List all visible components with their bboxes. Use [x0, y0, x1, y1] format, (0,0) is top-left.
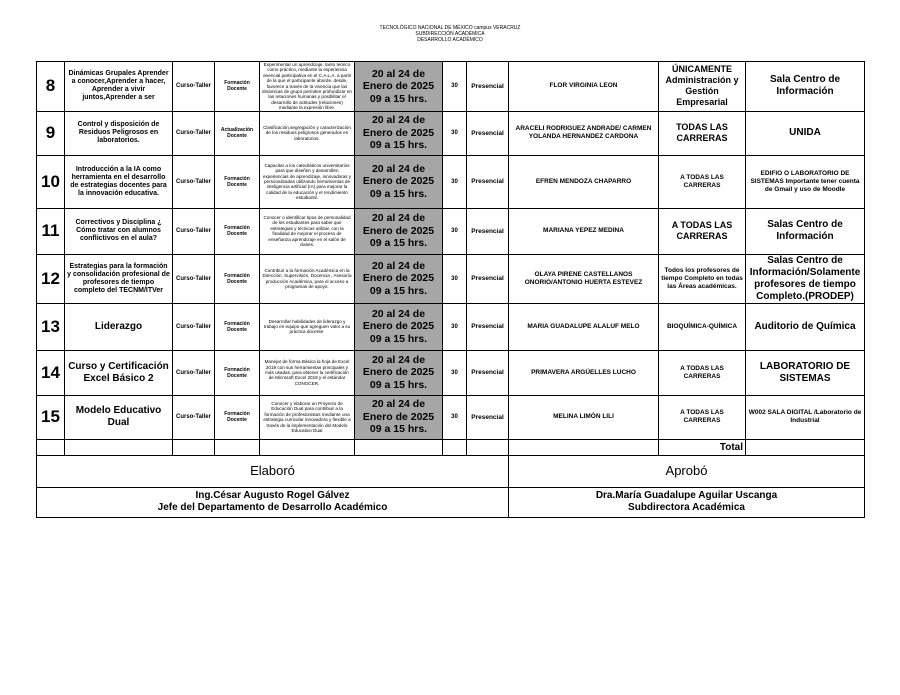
- course-venue: Auditorio de Química: [746, 303, 865, 350]
- course-modality: Presencial: [467, 111, 509, 155]
- subdivision-name: SUBDIRECCIÓN ACADÉMICA: [415, 31, 485, 37]
- course-instructor: MELINA LIMÓN LILI: [509, 395, 659, 439]
- prepared-by-title: Elaboró: [37, 455, 509, 487]
- course-audience: Todos los profesores de tiempo Completo en todas las Áreas académicas.: [659, 254, 746, 303]
- course-instructor: OLAYA PIRENE CASTELLANOS ONORIO/ANTONIO HUERTA ESTEVEZ: [509, 254, 659, 303]
- course-date: 20 al 24 de Enero de 2025 09 a 15 hrs.: [355, 155, 443, 208]
- course-modality: Presencial: [467, 254, 509, 303]
- total-blank: [443, 439, 467, 455]
- signature-title-row: [37, 455, 865, 487]
- course-name: Introducción a la IA como herramienta en el desarrollo de estrategias docentes para la innovación educativa.: [65, 155, 173, 208]
- table-row: [37, 303, 865, 350]
- course-instructor: PRIMAVERA ARGÜELLES LUCHO: [509, 350, 659, 395]
- course-description: Conocer o identificar tipos de personalidad de los estudiantes para saber que estrategias y técnicas utilizar, con la finalidad de mejorar el proceso de enseñanza aprendizaje en el salón de clases.: [260, 208, 355, 254]
- course-name: Control y disposición de Residuos Peligrosos en laboratorios.: [65, 111, 173, 155]
- total-blank: [65, 439, 173, 455]
- course-modality: Presencial: [467, 155, 509, 208]
- table-row: [37, 350, 865, 395]
- course-date: 20 al 24 de Enero de 2025 09 a 15 hrs.: [355, 254, 443, 303]
- course-venue: Salas Centro de Información/Solamente profesores de tiempo Completo.(PRODEP): [746, 254, 865, 303]
- course-modality: Presencial: [467, 395, 509, 439]
- signature-name-row: [37, 487, 865, 517]
- total-blank: [509, 439, 659, 455]
- total-blank: [215, 439, 260, 455]
- course-type: Curso-Taller: [173, 350, 215, 395]
- table-row: [37, 62, 865, 112]
- table-row: [37, 155, 865, 208]
- course-name: Modelo Educativo Dual: [65, 395, 173, 439]
- course-modality: Presencial: [467, 208, 509, 254]
- course-number: 13: [37, 303, 65, 350]
- course-audience: A TODAS LAS CARRERAS: [659, 208, 746, 254]
- course-hours: 30: [443, 111, 467, 155]
- course-date: 20 al 24 de Enero de 2025 09 a 15 hrs.: [355, 395, 443, 439]
- course-rows: [37, 62, 865, 518]
- course-hours: 30: [443, 395, 467, 439]
- course-number: 11: [37, 208, 65, 254]
- course-type: Curso-Taller: [173, 155, 215, 208]
- course-category: Formación Docente: [215, 62, 260, 112]
- course-category: Formación Docente: [215, 303, 260, 350]
- course-instructor: MARIANA YEPEZ MEDINA: [509, 208, 659, 254]
- course-venue: LABORATORIO DE SISTEMAS: [746, 350, 865, 395]
- course-date: 20 al 24 de Enero de 2025 09 a 15 hrs.: [355, 303, 443, 350]
- course-category: Actualización Docente: [215, 111, 260, 155]
- prepared-by-name: Ing.César Augusto Rogel Gálvez: [195, 490, 350, 502]
- prepared-by-role: Jefe del Departamento de Desarrollo Académico: [157, 502, 388, 514]
- course-venue: EDIFIO O LABORATORIO DE SISTEMAS Importante tener cuenta de Gmail y uso de Moodle: [746, 155, 865, 208]
- course-audience: A TODAS LAS CARRERAS: [659, 155, 746, 208]
- course-number: 10: [37, 155, 65, 208]
- course-modality: Presencial: [467, 62, 509, 112]
- approved-by-name: Dra.María Guadalupe Aguilar Uscanga: [595, 490, 778, 502]
- total-blank: [260, 439, 355, 455]
- course-category: Formación Docente: [215, 254, 260, 303]
- course-type: Curso-Taller: [173, 111, 215, 155]
- table-row: [37, 208, 865, 254]
- course-schedule-table: [36, 61, 865, 518]
- course-instructor: FLOR VIRGINIA LEON: [509, 62, 659, 112]
- course-instructor: ARACELI RODRIGUEZ ANDRADE/ CARMEN YOLANDA HERNANDEZ CARDONA: [509, 111, 659, 155]
- course-hours: 30: [443, 350, 467, 395]
- course-type: Curso-Taller: [173, 395, 215, 439]
- course-name: Correctivos y Disciplina ¿ Cómo tratar con alumnos conflictivos en el aula?: [65, 208, 173, 254]
- total-blank: [355, 439, 443, 455]
- course-venue: W002 SALA DIGITAL /Laboratorio de Industrial: [746, 395, 865, 439]
- course-type: Curso-Taller: [173, 303, 215, 350]
- total-row: [37, 439, 865, 455]
- course-audience: TODAS LAS CARRERAS: [659, 111, 746, 155]
- total-blank: [467, 439, 509, 455]
- course-name: Estrategias para la formación y consolidación profesional de profesores de tiempo completo del TECNM/ITVer: [65, 254, 173, 303]
- course-description: Capacitar a los catedráticos universitarios para que diseñen y desarrollen experiencias de aprendizaje, innovadoras y personalizadas utilizando herramientas de inteligencia artificial (IA) para mejorar la calidad de la educación y el rendimiento estudiantil.: [260, 155, 355, 208]
- course-date: 20 al 24 de Enero de 2025 09 a 15 hrs.: [355, 350, 443, 395]
- course-type: Curso-Taller: [173, 254, 215, 303]
- approved-by-role: Subdirectora Académica: [628, 502, 745, 514]
- course-description: Experimentar un aprendizaje, tanto teórico como práctico, mediante la experiencia vivencial participativa en el C.A.L.A. a partir de la que el participante aborde, desde, favorece a través de la vivencia que las dinámicas de grupo permiten profundizar en las relaciones humanas y posibilitar el desarrollo de actitudes (relaciones) mediante la expresión libre.: [260, 62, 355, 112]
- course-type: Curso-Taller: [173, 62, 215, 112]
- course-description: Contribuir a la formación Académica en la Dirección, Supervisión, Docencia , Asesoría producción Académica, para el acceso a programas de apoyo.: [260, 254, 355, 303]
- course-name: Curso y Certificación Excel Básico 2: [65, 350, 173, 395]
- total-blank: [37, 439, 65, 455]
- course-hours: 30: [443, 62, 467, 112]
- institution-name: TECNOLÓGICO NACIONAL DE MÉXICO campus VERACRUZ: [379, 25, 521, 31]
- course-description: Manejar de forma Básica la hoja de Excel 2019 con sus herramientas principales y más usadas, para obtener la certificación de Microsoft Excel 2019 y el estándar CONOCER.: [260, 350, 355, 395]
- course-hours: 30: [443, 155, 467, 208]
- course-hours: 30: [443, 303, 467, 350]
- approved-by-title: Aprobó: [509, 455, 865, 487]
- course-instructor: MARIA GUADALUPE ALALUF MELO: [509, 303, 659, 350]
- course-venue: UNIDA: [746, 111, 865, 155]
- course-audience: ÚNICAMENTE Administración y Gestión Empresarial: [659, 62, 746, 112]
- total-blank: [173, 439, 215, 455]
- course-category: Formación Docente: [215, 350, 260, 395]
- course-hours: 30: [443, 254, 467, 303]
- course-number: 8: [37, 62, 65, 112]
- course-type: Curso-Taller: [173, 208, 215, 254]
- course-number: 12: [37, 254, 65, 303]
- course-name: Liderazgo: [65, 303, 173, 350]
- table-row: [37, 395, 865, 439]
- course-description: Clasificación,segregación y caracterización de los residuos peligrosos generados en laboratorios.: [260, 111, 355, 155]
- course-name: Dinámicas Grupales Aprender a conocer,Aprender a hacer, Aprender a vivir juntos,Aprender a ser: [65, 62, 173, 112]
- course-audience: A TODAS LAS CARRERAS: [659, 395, 746, 439]
- course-modality: Presencial: [467, 350, 509, 395]
- approved-by-block: [509, 487, 865, 517]
- department-name: DESARROLLO ACADÉMICO: [417, 37, 483, 43]
- course-date: 20 al 24 de Enero de 2025 09 a 15 hrs.: [355, 62, 443, 112]
- course-number: 9: [37, 111, 65, 155]
- total-value: [746, 439, 865, 455]
- course-venue: Sala Centro de Información: [746, 62, 865, 112]
- course-instructor: EFREN MENDOZA CHAPARRO: [509, 155, 659, 208]
- course-date: 20 al 24 de Enero de 2025 09 a 15 hrs.: [355, 111, 443, 155]
- table-row: [37, 111, 865, 155]
- course-hours: 30: [443, 208, 467, 254]
- document-header: [0, 25, 900, 43]
- course-description: Desarrollar habilidades de liderazgo y trabajo en equipo que agreguen valor a su práctica docente.: [260, 303, 355, 350]
- course-date: 20 al 24 de Enero de 2025 09 a 15 hrs.: [355, 208, 443, 254]
- course-venue: Salas Centro de Información: [746, 208, 865, 254]
- total-label: Total: [659, 439, 746, 455]
- course-audience: A TODAS LAS CARRERAS: [659, 350, 746, 395]
- course-description: Conocer y elaborar un Proyecto de Educación Dual para contribuir a la formación de profesionistas mediante una estrategia curricular innovadora y flexible a través de la implementación del Modelo Educativo Dual: [260, 395, 355, 439]
- course-category: Formación Docente: [215, 395, 260, 439]
- course-modality: Presencial: [467, 303, 509, 350]
- course-category: Formación Docente: [215, 208, 260, 254]
- course-audience: BIOQUÍMICA-QUÍMICA: [659, 303, 746, 350]
- course-number: 15: [37, 395, 65, 439]
- course-category: Formación Docente: [215, 155, 260, 208]
- prepared-by-block: [37, 487, 509, 517]
- course-number: 14: [37, 350, 65, 395]
- table-row: [37, 254, 865, 303]
